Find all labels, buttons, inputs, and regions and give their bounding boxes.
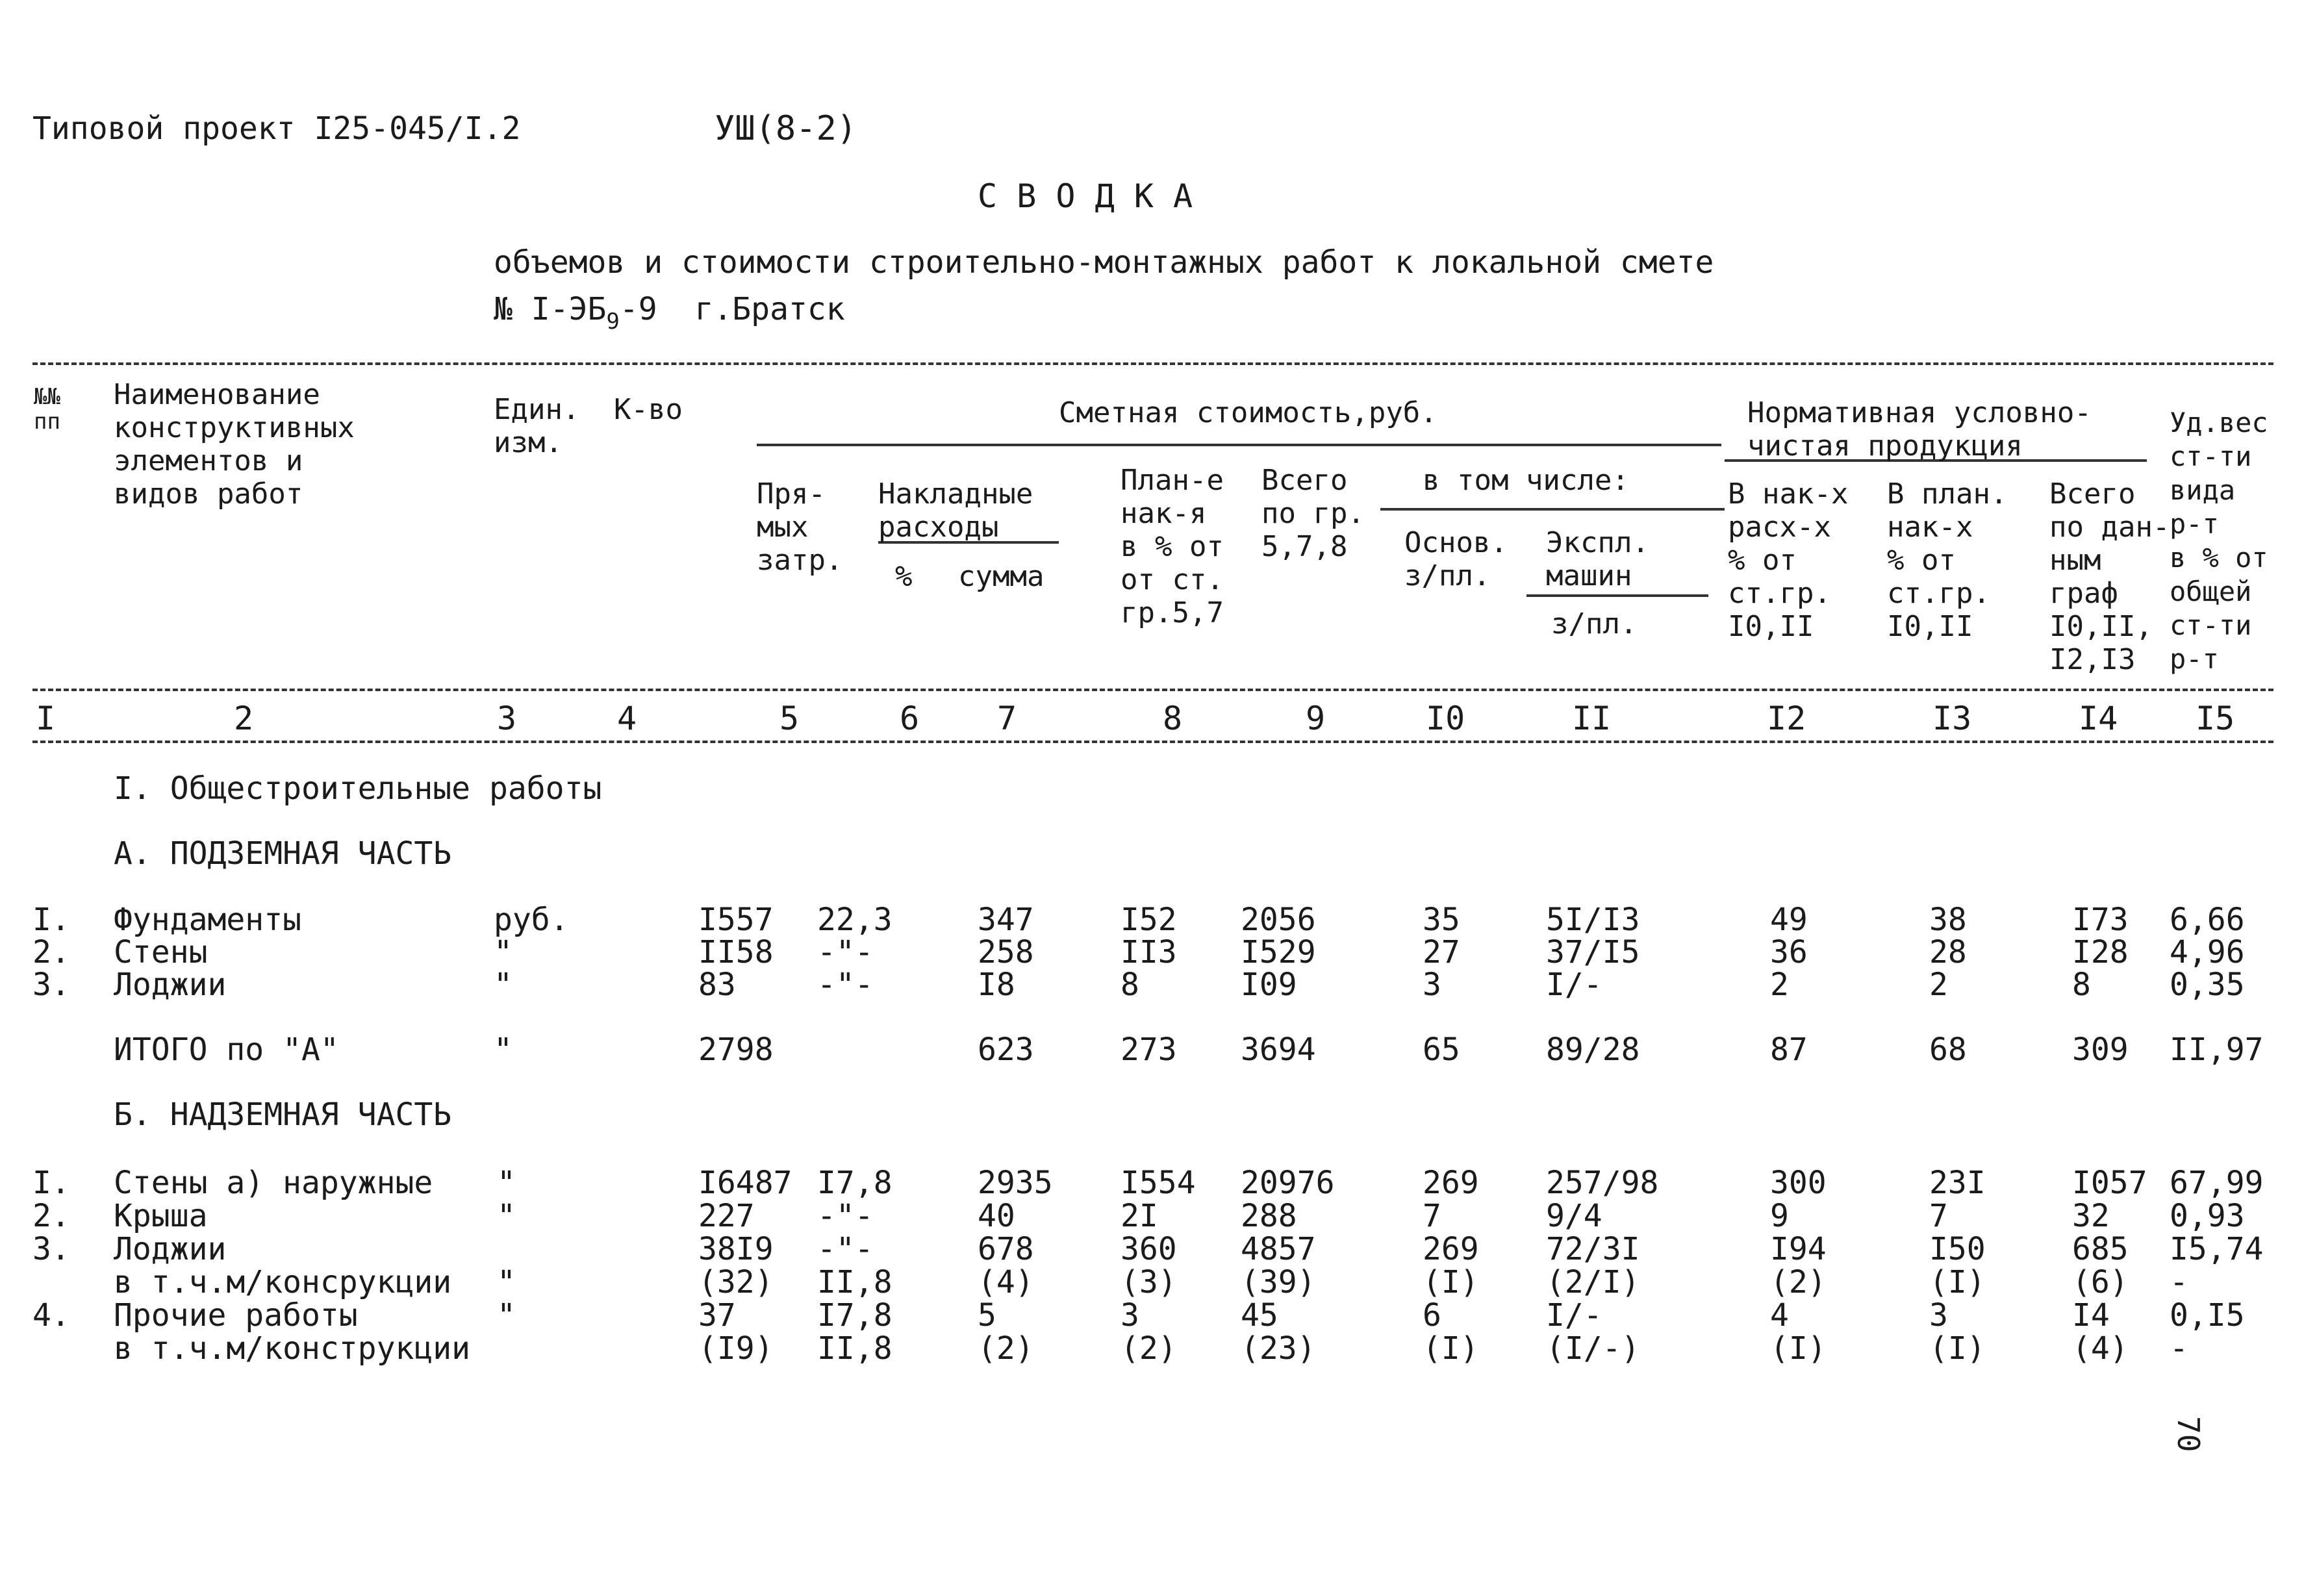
total-normativ-total: 309 [2072, 1032, 2129, 1068]
row-nak: 2 [1770, 967, 1789, 1003]
row-normativ-total: I73 [2072, 902, 2129, 938]
header-percent: % [895, 560, 913, 593]
header-nakladnye: Накладные расходы [878, 477, 1033, 544]
row-plan-nak: I50 [1929, 1231, 1986, 1267]
total-direct: 2798 [698, 1032, 774, 1068]
row-unit: " [494, 967, 513, 1003]
row-plan-nak: 38 [1929, 902, 1967, 938]
project-label: Типовой проект I25-045/I.2 [32, 110, 521, 147]
row-plan: (2) [1121, 1330, 1177, 1367]
row-wage: 3 [1423, 967, 1441, 1003]
row-normativ-total: (4) [2072, 1330, 2129, 1367]
row-machines: 5I/I3 [1546, 902, 1640, 938]
header-machines-wage: з/пл. [1551, 607, 1638, 640]
row-plan-nak: 2 [1929, 967, 1948, 1003]
row-nak: (I) [1770, 1330, 1827, 1367]
row-percent: 22,3 [817, 902, 893, 938]
row-plan: 8 [1121, 967, 1139, 1003]
header-bottom-rule [32, 689, 2273, 691]
row-direct: 83 [698, 967, 736, 1003]
row-share: 67,99 [2170, 1165, 2264, 1201]
row-unit: руб. [494, 902, 569, 938]
smetnaya-rule [757, 444, 1721, 446]
row-normativ-total: 32 [2072, 1198, 2110, 1234]
row-plan: I554 [1121, 1165, 1196, 1201]
row-nak: 9 [1770, 1198, 1789, 1234]
row-summa: I8 [978, 967, 1015, 1003]
row-machines: 257/98 [1546, 1165, 1659, 1201]
col-num-5: 5 [779, 700, 800, 737]
col-num-9: 9 [1306, 700, 1326, 737]
row-nak: 36 [1770, 934, 1808, 970]
row-summa: (2) [978, 1330, 1034, 1367]
row-plan-nak: 23I [1929, 1165, 1986, 1201]
row-name: Прочие работы [114, 1297, 358, 1334]
row-total: 288 [1241, 1198, 1297, 1234]
row-percent: I7,8 [817, 1165, 893, 1201]
row-share: 0,93 [2170, 1198, 2245, 1234]
col-num-10: I0 [1426, 700, 1465, 737]
row-share: - [2170, 1264, 2188, 1300]
row-wage: 27 [1423, 934, 1460, 970]
row-plan-nak: 3 [1929, 1297, 1948, 1334]
row-num: 2. [32, 1198, 70, 1234]
header-plan-percent: В план. нак-х % от ст.гр. I0,II [1887, 477, 2008, 643]
col-number-rule [32, 741, 2273, 743]
row-plan: (3) [1121, 1264, 1177, 1300]
row-name: Крыша [114, 1198, 208, 1234]
row-plan: 2I [1121, 1198, 1158, 1234]
row-share: 4,96 [2170, 934, 2245, 970]
row-total: (23) [1241, 1330, 1316, 1367]
row-name: Стены а) наружные [114, 1165, 433, 1201]
col-num-13: I3 [1932, 700, 1972, 737]
row-summa: 258 [978, 934, 1034, 970]
row-name: Фундаменты [114, 902, 301, 938]
total-total: 3694 [1241, 1032, 1316, 1068]
row-share: - [2170, 1330, 2188, 1367]
row-total: 20976 [1241, 1165, 1335, 1201]
header-name: Наименование конструктивных элементов и видов работ [114, 378, 355, 511]
header-normativ: Нормативная условно- чистая продукция [1747, 396, 2092, 462]
total-summa: 623 [978, 1032, 1034, 1068]
row-nak: 300 [1770, 1165, 1827, 1201]
row-machines: I/- [1546, 967, 1602, 1003]
row-direct: I6487 [698, 1165, 792, 1201]
row-unit: " [497, 1165, 516, 1201]
page-number: 70 [2171, 1416, 2206, 1452]
row-machines: I/- [1546, 1297, 1602, 1334]
row-direct: I557 [698, 902, 774, 938]
row-percent: II,8 [817, 1330, 893, 1367]
col-num-12: I2 [1767, 700, 1806, 737]
row-share: 6,66 [2170, 902, 2245, 938]
header-direct: Пря- мых затр. [757, 477, 843, 577]
part-b-heading: Б. НАДЗЕМНАЯ ЧАСТЬ [114, 1096, 452, 1133]
row-normativ-total: I4 [2072, 1297, 2110, 1334]
row-plan: I52 [1121, 902, 1177, 938]
col-num-1: I [36, 700, 56, 737]
row-name: в т.ч.м/конструкции [114, 1330, 471, 1367]
row-unit: " [497, 1264, 516, 1300]
sheet-code: УШ(8-2) [715, 109, 857, 148]
row-summa: (4) [978, 1264, 1034, 1300]
row-name: Лоджии [114, 1231, 227, 1267]
header-unit: Един. изм. [494, 393, 580, 459]
header-share: Уд.вес ст-ти вида р-т в % от общей ст-ти р-т [2170, 407, 2268, 675]
col-num-15: I5 [2196, 700, 2235, 737]
total-plan-nak: 68 [1929, 1032, 1967, 1068]
row-machines: 37/I5 [1546, 934, 1640, 970]
header-normativ-total: Всего по дан- ным граф I0,II, I2,I3 [2049, 477, 2170, 676]
header-total: Всего по гр. 5,7,8 [1261, 464, 1365, 563]
row-machines: 72/3I [1546, 1231, 1640, 1267]
document-title: С В О Д К А [978, 177, 1193, 215]
row-total: 2056 [1241, 902, 1316, 938]
row-num: 3. [32, 1231, 70, 1267]
row-wage: (I) [1423, 1264, 1479, 1300]
total-name: ИТОГО по "А" [114, 1032, 339, 1068]
row-share: I5,74 [2170, 1231, 2264, 1267]
col-num-3: 3 [497, 700, 517, 737]
row-plan: 3 [1121, 1297, 1139, 1334]
row-summa: 2935 [978, 1165, 1053, 1201]
row-direct: II58 [698, 934, 774, 970]
header-machines: Экспл. машин [1546, 526, 1649, 592]
row-direct: (I9) [698, 1330, 774, 1367]
col-num-14: I4 [2079, 700, 2118, 737]
row-nak: 4 [1770, 1297, 1789, 1334]
row-unit: " [497, 1198, 516, 1234]
part-a-heading: А. ПОДЗЕМНАЯ ЧАСТЬ [114, 835, 452, 872]
header-num: №№ пп [34, 384, 60, 435]
header-smetnaya: Сметная стоимость,руб. [1059, 396, 1437, 429]
col-num-2: 2 [234, 700, 254, 737]
row-wage: 6 [1423, 1297, 1441, 1334]
row-percent: -"- [817, 934, 874, 970]
total-plan: 273 [1121, 1032, 1177, 1068]
row-num: I. [32, 1165, 70, 1201]
row-normativ-total: 8 [2072, 967, 2091, 1003]
total-share: II,97 [2170, 1032, 2264, 1068]
col-num-8: 8 [1163, 700, 1183, 737]
row-num: I. [32, 902, 70, 938]
row-summa: 347 [978, 902, 1034, 938]
row-machines: (2/I) [1546, 1264, 1640, 1300]
row-num: 2. [32, 934, 70, 970]
row-percent: -"- [817, 1231, 874, 1267]
row-plan: 360 [1121, 1231, 1177, 1267]
row-percent: -"- [817, 1198, 874, 1234]
total-machines: 89/28 [1546, 1032, 1640, 1068]
row-total: 45 [1241, 1297, 1278, 1334]
row-num: 3. [32, 967, 70, 1003]
row-normativ-total: 685 [2072, 1231, 2129, 1267]
row-direct: 227 [698, 1198, 755, 1234]
total-unit: " [494, 1032, 513, 1068]
row-summa: 678 [978, 1231, 1034, 1267]
row-normativ-total: (6) [2072, 1264, 2129, 1300]
estimate-number: № $I-ЭБ_9-9$ г.Братск [494, 291, 845, 335]
row-wage: 269 [1423, 1231, 1479, 1267]
row-direct: 38I9 [698, 1231, 774, 1267]
row-summa: 40 [978, 1198, 1015, 1234]
row-num: 4. [32, 1297, 70, 1334]
col-num-6: 6 [900, 700, 920, 737]
row-unit: " [497, 1297, 516, 1334]
row-plan-nak: (I) [1929, 1264, 1986, 1300]
col-num-4: 4 [617, 700, 637, 737]
row-direct: (32) [698, 1264, 774, 1300]
header-v-tom: в том числе: [1423, 464, 1629, 497]
row-wage: 269 [1423, 1165, 1479, 1201]
row-share: 0,35 [2170, 967, 2245, 1003]
row-machines: (I/-) [1546, 1330, 1640, 1367]
row-plan-nak: 28 [1929, 934, 1967, 970]
row-percent: I7,8 [817, 1297, 893, 1334]
row-nak: 49 [1770, 902, 1808, 938]
document-subtitle: объемов и стоимости строительно-монтажных работ к локальной смете [494, 244, 1714, 281]
row-normativ-total: I28 [2072, 934, 2129, 970]
row-total: I529 [1241, 934, 1316, 970]
row-plan-nak: (I) [1929, 1330, 1986, 1367]
table-top-rule [32, 362, 2273, 365]
row-total: 4857 [1241, 1231, 1316, 1267]
row-nak: (2) [1770, 1264, 1827, 1300]
row-nak: I94 [1770, 1231, 1827, 1267]
total-nak: 87 [1770, 1032, 1808, 1068]
row-percent: II,8 [817, 1264, 893, 1300]
row-total: (39) [1241, 1264, 1316, 1300]
row-name: Стены [114, 934, 208, 970]
row-plan: II3 [1121, 934, 1177, 970]
col-num-7: 7 [997, 700, 1017, 737]
row-percent: -"- [817, 967, 874, 1003]
section-heading: I. Общестроительные работы [114, 770, 602, 807]
row-machines: 9/4 [1546, 1198, 1602, 1234]
col-num-11: II [1572, 700, 1612, 737]
row-name: Лоджии [114, 967, 227, 1003]
total-wage: 65 [1423, 1032, 1460, 1068]
header-summa: сумма [958, 560, 1045, 593]
header-qty: К-во [614, 393, 683, 426]
row-total: I09 [1241, 967, 1297, 1003]
row-plan-nak: 7 [1929, 1198, 1948, 1234]
row-wage: (I) [1423, 1330, 1479, 1367]
row-normativ-total: I057 [2072, 1165, 2147, 1201]
row-share: 0,I5 [2170, 1297, 2245, 1334]
header-wage: Основ. з/пл. [1404, 526, 1508, 592]
row-wage: 35 [1423, 902, 1460, 938]
header-plan: План-е нак-я в % от от ст. гр.5,7 [1121, 464, 1224, 629]
v-tom-chisle-rule [1380, 508, 1725, 511]
header-nak-percent: В нак-х расх-х % от ст.гр. I0,II [1728, 477, 1849, 643]
row-unit: " [494, 934, 513, 970]
row-summa: 5 [978, 1297, 996, 1334]
row-wage: 7 [1423, 1198, 1441, 1234]
row-name: в т.ч.м/консрукции [114, 1264, 452, 1300]
mashin-rule [1526, 594, 1708, 597]
row-direct: 37 [698, 1297, 736, 1334]
